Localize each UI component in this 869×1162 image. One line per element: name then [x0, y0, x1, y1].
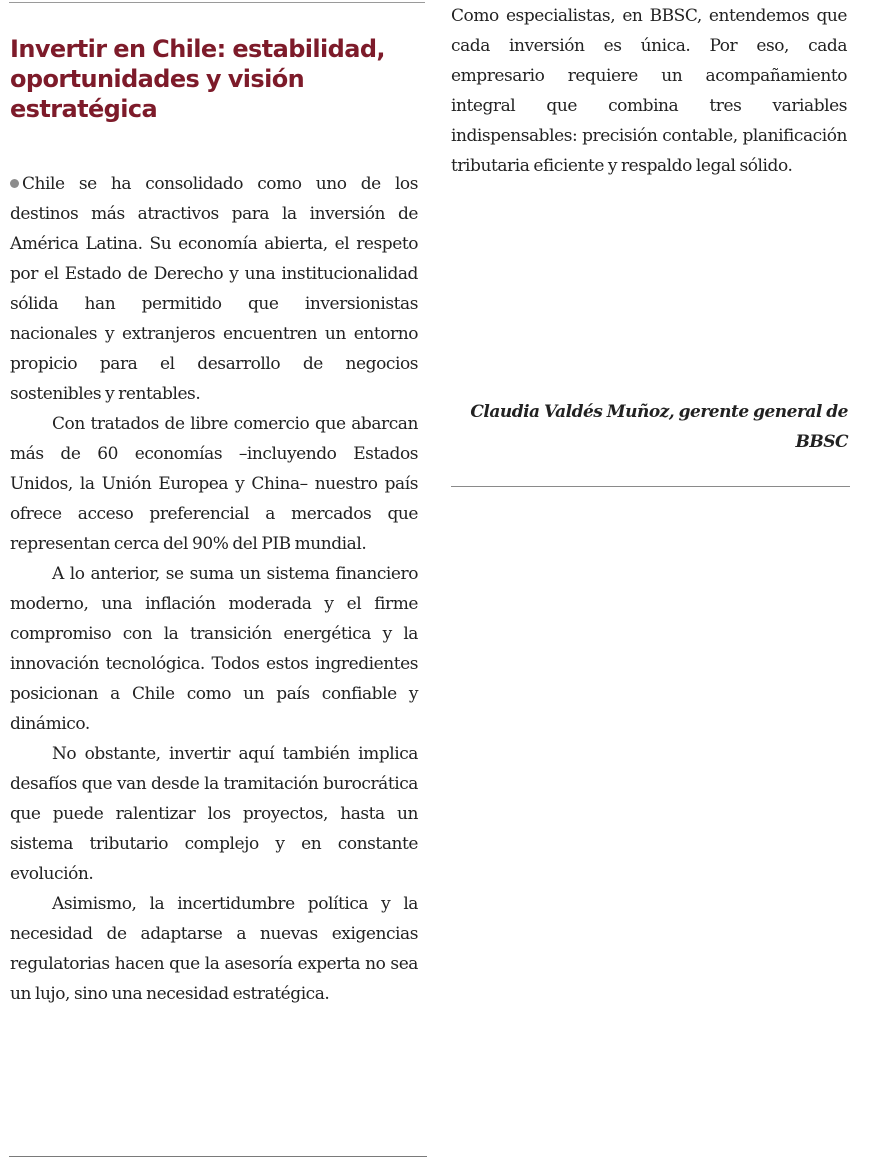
article-column-right — [451, 1, 847, 181]
article-paragraph: Como especialistas, en BBSC, entendemos que cada inversión es única. Por eso, cada empresario requiere un acompañamiento integral que combina tres variables indispensables: precisión contable, planificación tributaria eficiente y respaldo legal sólido. — [451, 6, 847, 176]
article-column-left — [10, 169, 418, 1009]
article-paragraph: A lo anterior, se suma un sistema financiero moderno, una inflación moderada y el firme compromiso con la transición energética y la innovación tecnológica. Todos estos ingredientes posicionan a Chile como un país confiable y dinámico. — [10, 564, 418, 734]
article-headline: Invertir en Chile: estabilidad, oportunidades y visión estratégica — [10, 35, 385, 123]
bullet-icon — [10, 179, 19, 188]
bottom-rule — [9, 1156, 427, 1157]
top-rule — [9, 2, 425, 3]
article-paragraph: No obstante, invertir aquí también implica desafíos que van desde la tramitación burocrática que puede ralentizar los proyectos, hasta un sistema tributario complejo y en constante evolución. — [10, 744, 418, 884]
article-paragraph — [10, 169, 418, 409]
column-end-rule — [451, 486, 850, 487]
article-paragraph: Con tratados de libre comercio que abarcan más de 60 economías –incluyendo Estados Unidos, la Unión Europea y China– nuestro país ofrece acceso preferencial a mercados que representan cerca del 90% del PIB mundial. — [10, 414, 418, 554]
author-signature: Claudia Valdés Muñoz, gerente general de BBSC — [470, 402, 848, 452]
article-paragraph-continued: Asimismo, la incertidumbre política y la necesidad de adaptarse a nuevas exigencias regulatorias hacen que la asesoría experta no sea un lujo, sino una necesidad estratégica. — [10, 894, 418, 1004]
paragraph-text: Chile se ha consolidado como uno de los destinos más atractivos para la inversión de América Latina. Su economía abierta, el respeto por el Estado de Derecho y una institucionalidad sólida han permitido que inversionistas nacionales y extranjeros encuentren un entorno propicio para el desarrollo de negocios sostenibles y rentables. — [10, 174, 418, 404]
